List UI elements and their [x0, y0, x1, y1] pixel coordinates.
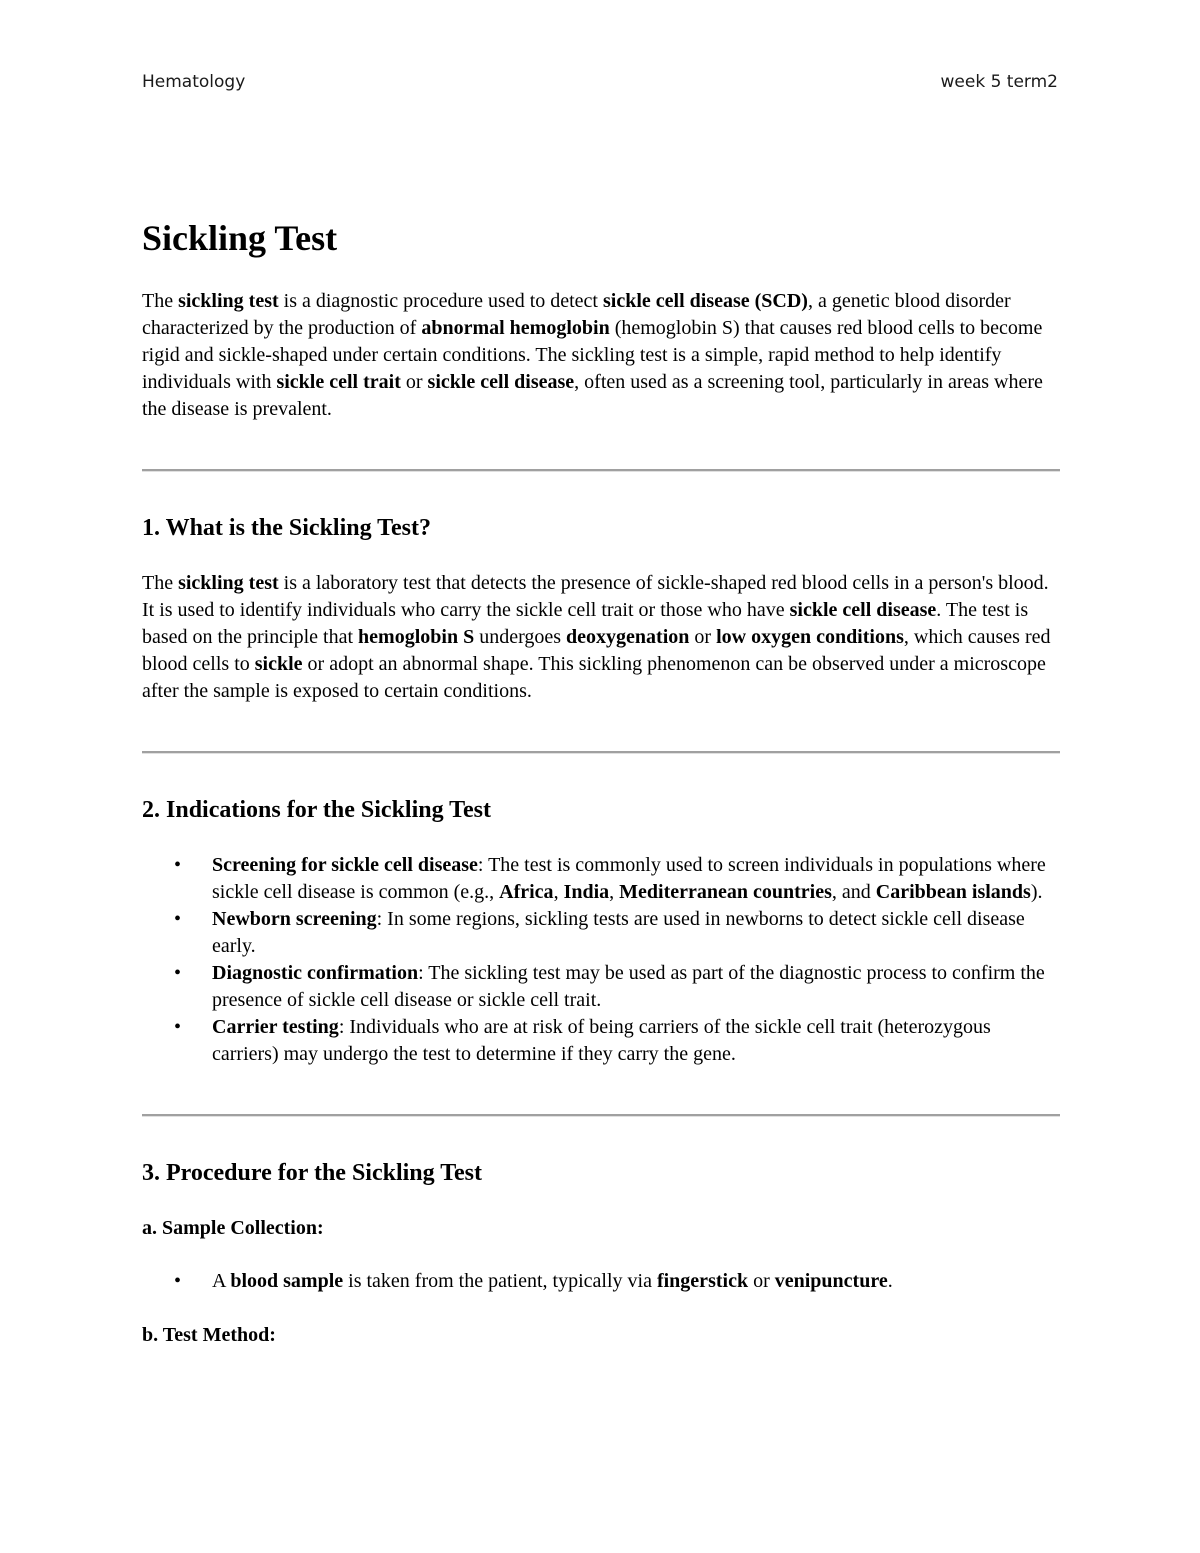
bold-term: sickling test — [178, 290, 279, 312]
text-run: . — [887, 1270, 893, 1292]
section-3-heading: 3. Procedure for the Sickling Test — [142, 1160, 483, 1186]
bullet-icon: • — [174, 908, 182, 930]
bold-term: low oxygen conditions — [716, 626, 904, 648]
text-run: or — [400, 371, 428, 393]
list-item — [174, 906, 1060, 960]
page-header — [142, 72, 1058, 98]
header-subject: Hematology — [142, 72, 246, 92]
text-run: , and — [831, 881, 876, 903]
text-run: : The sickling test may be used as part of the diagnostic process to confirm the presence of sickle cell disease or sickle cell trait. — [212, 962, 1045, 1011]
text-run: : The test is commonly used to screen individuals in populations where sickle cell disease is common (e.g., — [212, 854, 1046, 903]
text-run: , a genetic blood disorder characterized by the production of — [142, 290, 1011, 339]
bold-term: Diagnostic confirmation — [212, 962, 419, 984]
text-run: : Individuals who are at risk of being carriers of the sickle cell trait (heterozygous carriers) may undergo the test to determine if they carry the gene. — [212, 1016, 991, 1065]
header-week-term: week 5 term2 — [940, 72, 1058, 92]
bold-term: abnormal hemoglobin — [421, 317, 610, 339]
text-run: A — [212, 1270, 231, 1292]
bold-term: sickle cell disease (SCD) — [603, 290, 808, 312]
list-item — [174, 1014, 1060, 1068]
text-run: is a laboratory test that detects the presence of sickle-shaped red blood cells in a person's blood. It is used to identify individuals who carry the sickle cell trait or those who have — [142, 572, 1049, 621]
bullet-icon: • — [174, 1270, 182, 1292]
bold-term: fingerstick — [656, 1270, 749, 1292]
bold-term: sickling test — [178, 572, 279, 594]
bold-term: venipuncture — [774, 1270, 888, 1292]
document-body — [142, 214, 1060, 1375]
sample-collection-list — [142, 1268, 1060, 1295]
section-divider — [142, 469, 1060, 472]
section-divider — [142, 1114, 1060, 1117]
text-run: (hemoglobin S) that causes red blood cells to become rigid and sickle-shaped under certain conditions. The sickling test is a simple, rapid method to help identify individuals with — [142, 317, 1043, 393]
text-run: or — [748, 1270, 775, 1292]
bold-term: Mediterranean countries — [619, 881, 832, 903]
list-item — [174, 960, 1060, 1014]
text-run: The — [142, 572, 179, 594]
bold-term: hemoglobin S — [358, 626, 475, 648]
bullet-icon: • — [174, 962, 182, 984]
bold-term: India — [563, 881, 610, 903]
bold-term: sickle cell trait — [276, 371, 401, 393]
page-title: Sickling Test — [142, 218, 338, 258]
text-run: . The test is based on the principle that — [142, 599, 1029, 648]
list-item — [174, 852, 1060, 906]
section-1-paragraph — [142, 570, 1060, 705]
bold-term: blood sample — [230, 1270, 344, 1292]
text-run: is a diagnostic procedure used to detect — [278, 290, 603, 312]
text-run: : In some regions, sickling tests are used in newborns to detect sickle cell disease early. — [212, 908, 1025, 957]
bold-term: sickle — [254, 653, 303, 675]
bold-term: Newborn screening — [212, 908, 377, 930]
section-1-heading: 1. What is the Sickling Test? — [142, 515, 431, 541]
section-2-heading: 2. Indications for the Sickling Test — [142, 797, 491, 823]
indications-list — [142, 852, 1060, 1068]
bold-term: sickle cell disease — [789, 599, 937, 621]
text-run: or adopt an abnormal shape. This sickling phenomenon can be observed under a microscope after the sample is exposed to certain conditions. — [142, 653, 1046, 702]
intro-paragraph — [142, 288, 1060, 423]
text-run: , often used as a screening tool, particularly in areas where the disease is prevalent. — [142, 371, 1043, 420]
bold-term: Africa — [499, 881, 554, 903]
text-run: , — [553, 881, 564, 903]
section-divider — [142, 751, 1060, 754]
text-run: undergoes — [474, 626, 567, 648]
text-run: or — [689, 626, 717, 648]
text-run: is taken from the patient, typically via — [343, 1270, 657, 1292]
bold-term: sickle cell disease — [427, 371, 575, 393]
text-run: , which causes red blood cells to — [142, 626, 1051, 675]
text-run: , — [609, 881, 620, 903]
bold-term: Screening for sickle cell disease — [212, 854, 478, 876]
bold-term: deoxygenation — [566, 626, 690, 648]
list-item — [174, 1268, 1060, 1295]
bullet-icon: • — [174, 1016, 182, 1038]
bold-term: Carrier testing — [212, 1016, 339, 1038]
bold-term: Caribbean islands — [875, 881, 1031, 903]
subheading-test-method: b. Test Method: — [142, 1324, 276, 1346]
bullet-icon: • — [174, 854, 182, 876]
subheading-sample-collection: a. Sample Collection: — [142, 1217, 324, 1239]
text-run: The — [142, 290, 179, 312]
text-run: ). — [1030, 881, 1043, 903]
